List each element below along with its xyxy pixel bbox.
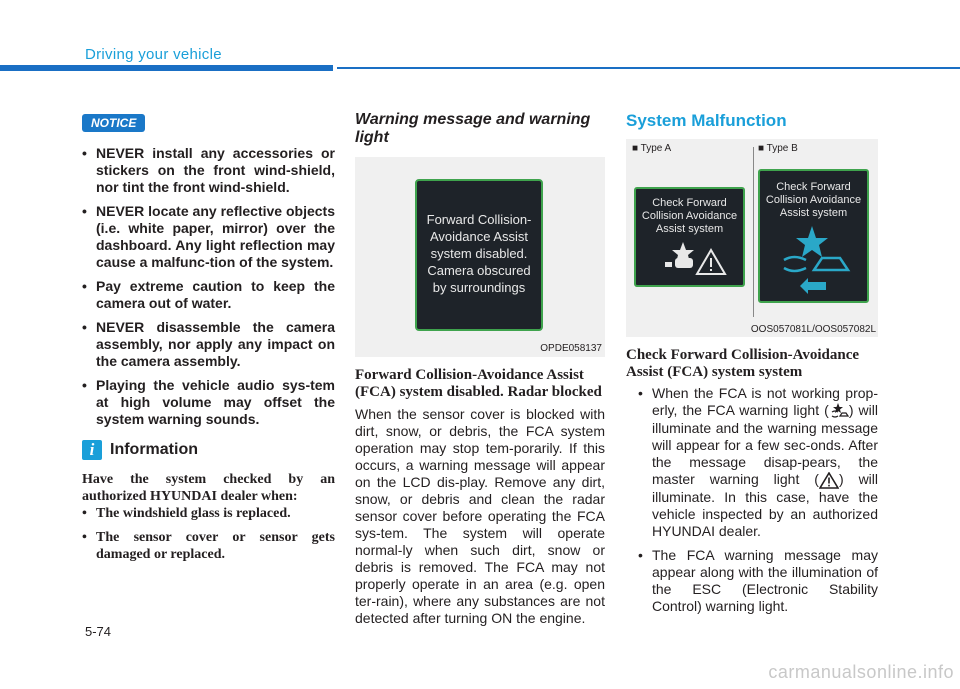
list-item: • The sensor cover or sensor gets damaged or replaced.: [70, 529, 335, 563]
lcd-line: Forward Collision-: [426, 212, 532, 227]
list-item: [626, 385, 878, 540]
subheading: Forward Collision-Avoidance Assist (FCA) system disabled. Radar blocked: [355, 367, 602, 400]
fca-warning-light-icon: [829, 402, 849, 420]
bullet-text: ) will illuminate and the warning message will appear for a few sec-onds. After the message disap-pears, the master warning light (: [652, 402, 879, 488]
lcd-line: Assist system: [655, 223, 724, 235]
lcd-line: Assist system: [779, 207, 848, 219]
lcd-line: Check Forward: [776, 181, 851, 193]
bullet-text: When the FCA is not working prop-erly, the FCA warning light (: [652, 385, 878, 418]
type-a-label: ■ Type A: [632, 143, 672, 154]
information-text: Have the system checked by an authorized HYUNDAI dealer when:: [82, 472, 335, 504]
bullet-text: ) will illuminate. In this case, have the vehicle inspected by an authorized HYUNDAI dealer.: [652, 471, 879, 540]
header-rule: [337, 67, 960, 69]
lcd-line: Camera obscured: [427, 263, 531, 278]
left-column: [70, 114, 335, 570]
malfunction-list: [626, 385, 878, 615]
notice-list: [70, 145, 335, 428]
right-column: [626, 111, 878, 622]
figure-code: OOS057081L/OOS057082L: [750, 324, 876, 335]
list-item: • NEVER disassemble the camera assembly, nor apply any impact on the camera assembly.: [70, 319, 335, 370]
master-warning-icon: [819, 472, 839, 489]
lcd-line: Check Forward: [652, 197, 727, 209]
list-item: • The windshield glass is replaced.: [70, 505, 335, 522]
info-icon: i: [82, 440, 102, 460]
lcd-line: Collision Avoidance: [641, 210, 738, 222]
malfunction-figure: [626, 139, 878, 337]
middle-column: [355, 111, 605, 627]
type-b-label: ■ Type B: [758, 143, 798, 154]
warning-heading: Warning message and warning light: [355, 111, 591, 146]
lcd-line: Collision Avoidance: [765, 194, 862, 206]
lcd-display-type-b: [758, 169, 869, 303]
list-item: • Pay extreme caution to keep the camera out of water.: [70, 278, 335, 312]
header-bar: [0, 65, 333, 71]
figure-divider: [753, 147, 754, 317]
watermark: carmanualsonline.info: [768, 662, 954, 682]
notice-badge: NOTICE: [82, 114, 145, 132]
lcd-figure: [355, 157, 605, 357]
list-item: • Playing the vehicle audio sys-tem at high volume may offset the system warning sounds.: [70, 377, 335, 428]
list-item: • NEVER locate any reflective objects (i.e. white paper, mirror) over the dashboard. Any light reflection may cause a malfunc-tion of the system.: [70, 203, 335, 271]
subheading: Check Forward Collision-Avoidance Assist (FCA) system system: [626, 347, 860, 380]
lcd-display: [415, 179, 543, 331]
information-heading: [82, 440, 335, 460]
fca-warning-icon: [645, 236, 735, 280]
fca-collision-icon: [764, 220, 864, 300]
information-list: [70, 505, 335, 563]
lcd-line: Avoidance Assist: [429, 229, 529, 244]
figure-code: OPDE058137: [540, 343, 602, 354]
lcd-line: system disabled.: [430, 246, 528, 261]
lcd-line: by surroundings: [432, 280, 526, 295]
malfunction-heading: System Malfunction: [626, 111, 787, 130]
list-item: • The FCA warning message may appear along with the illumination of the ESC (Electronic Stability Control) warning light.: [626, 547, 878, 615]
section-header: Driving your vehicle: [85, 46, 222, 63]
list-item: • NEVER install any accessories or stickers on the front wind-shield, nor tint the front wind-shield.: [70, 145, 335, 196]
lcd-display-type-a: [634, 187, 745, 287]
page-number: 5-74: [85, 624, 112, 639]
body-text: When the sensor cover is blocked with dirt, snow, or debris, the FCA system operation may stop tem-porarily. If this occurs, a warning message will appear on the LCD dis-play. Remove any dirt, snow, or debris and clean the radar sensor cover before operating the FCA sys-tem. The system will operate normal-ly when such dirt, snow or debris is removed. The FCA may not properly operate in an area (e.g. open ter-rain), where any substances are not detected after turning ON the engine.: [355, 406, 605, 626]
information-title: Information: [110, 441, 198, 458]
